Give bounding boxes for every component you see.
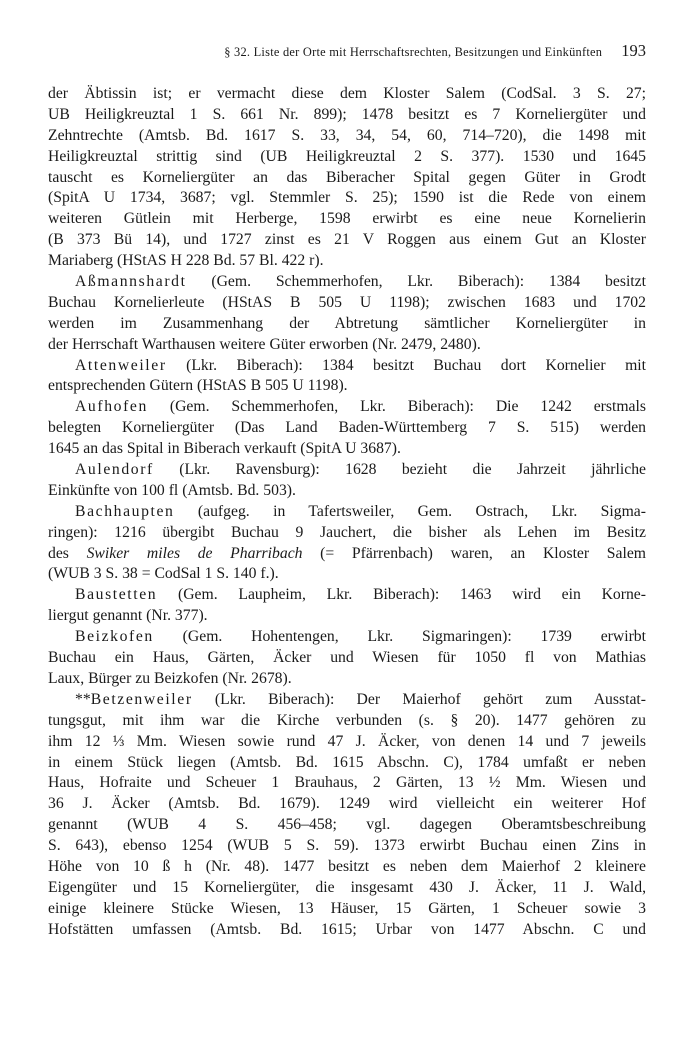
- text-line: [48, 523, 646, 544]
- text-line: [48, 669, 646, 690]
- text-run: Eigengüter und 15 Korneliergüter, die insgesamt 430 J. Äcker, 11 J. Wald,: [48, 878, 646, 896]
- text-line: [48, 168, 646, 189]
- text-run: Zehntrechte (Amtsb. Bd. 1617 S. 33, 34, 54, 60, 714–720), die 1498 mit: [48, 126, 646, 144]
- text-line: [48, 251, 646, 272]
- text-run: (Lkr. Ravensburg): 1628 bezieht die Jahrzeit jährliche: [153, 461, 646, 479]
- page-number: 193: [621, 41, 646, 60]
- text-run: (Lkr. Biberach): 1384 besitzt Buchau dort Kornelier mit: [166, 356, 646, 374]
- text-line: [48, 188, 646, 209]
- text-run: Buchau Kornelierleute (HStAS B 505 U 1198); zwischen 1683 und 1702: [48, 293, 646, 311]
- running-head: [50, 41, 646, 61]
- text-run: (Gem. Schemmerhofen, Lkr. Biberach): Die 1242 erstmals: [147, 398, 646, 416]
- text-run: (aufgeg. in Tafertsweiler, Gem. Ostrach, Lkr. Sigma-: [174, 502, 646, 520]
- text-run: einige kleinere Stücke Wiesen, 13 Häuser, 15 Gärten, 1 Scheuer sowie 3: [48, 899, 646, 917]
- text-run: S. 643), ebenso 1254 (WUB 5 S. 59). 1373 erwirbt Buchau einen Zins in: [48, 837, 646, 855]
- text-line: [48, 544, 646, 565]
- text-run: (WUB 3 S. 38 = CodSal 1 S. 140 f.).: [48, 565, 279, 583]
- text-line: [48, 230, 646, 251]
- text-run: Haus, Hofraite und Scheuer 1 Brauhaus, 2 Gärten, 13 ½ Mm. Wiesen und: [48, 774, 646, 792]
- text-line: [48, 502, 646, 523]
- running-head-title: § 32. Liste der Orte mit Herrschaftsrechten, Besitzungen und Einkünften: [224, 45, 603, 59]
- text-run: weiteren Gütlein mit Herberge, 1598 erwirbt es eine neue Kornelierin: [48, 210, 646, 228]
- text-run: UB Heiligkreuztal 1 S. 661 Nr. 899); 1478 besitzt es 7 Korneliergüter und: [48, 105, 646, 123]
- text-run: liergut genannt (Nr. 377).: [48, 607, 208, 625]
- text-run: Heiligkreuztal strittig sind (UB Heiligkreuztal 2 S. 377). 1530 und 1645: [48, 147, 646, 165]
- text-line: [48, 105, 646, 126]
- text-line: [48, 376, 646, 397]
- text-run: Hofstätten umfassen (Amtsb. Bd. 1615; Urbar von 1477 Abschn. C und: [48, 920, 646, 938]
- text-run: (Gem. Schemmerhofen, Lkr. Biberach): 1384 besitzt: [186, 273, 646, 291]
- text-run: des: [48, 544, 87, 562]
- text-line: [48, 836, 646, 857]
- text-line: [48, 272, 646, 293]
- text-run: in einem Stück liegen (Amtsb. Bd. 1615 Abschn. C), 1784 umfaßt er neben: [48, 753, 646, 771]
- body-text: [48, 84, 646, 941]
- text-run: (Gem. Hohentengen, Lkr. Sigmaringen): 1739 erwirbt: [153, 628, 646, 646]
- text-run: entsprechenden Gütern (HStAS B 505 U 1198).: [48, 377, 348, 395]
- text-run: der Äbtissin ist; er vermacht diese dem Kloster Salem (CodSal. 3 S. 27;: [48, 85, 646, 102]
- text-run: genannt (WUB 4 S. 456–458; vgl. dagegen Oberamtsbeschreibung: [48, 816, 646, 834]
- text-run: (Lkr. Biberach): Der Maierhof gehört zum Ausstat-: [192, 690, 646, 708]
- text-line: [48, 627, 646, 648]
- text-run: (Gem. Laupheim, Lkr. Biberach): 1463 wird ein Korne-: [157, 586, 646, 604]
- text-line: [48, 648, 646, 669]
- text-line: [48, 314, 646, 335]
- text-run: Mariaberg (HStAS H 228 Bd. 57 Bl. 422 r).: [48, 252, 324, 270]
- text-line: [48, 397, 646, 418]
- text-line: [48, 481, 646, 502]
- text-run: ihm 12 ⅓ Mm. Wiesen sowie rund 47 J. Äcker, von denen 14 und 7 jeweils: [48, 732, 646, 750]
- text-line: [48, 209, 646, 230]
- place-name: Aulendorf: [75, 461, 154, 479]
- text-line: [48, 564, 646, 585]
- text-line: [48, 899, 646, 920]
- text-line: [48, 335, 646, 356]
- place-name: Bachhaupten: [75, 502, 175, 520]
- text-line: [48, 711, 646, 732]
- text-run: werden im Zusammenhang der Abtretung sämtlicher Korneliergüter in: [48, 314, 646, 332]
- text-line: [48, 585, 646, 606]
- text-run: (= Pfärrenbach) waren, an Kloster Salem: [302, 544, 646, 562]
- place-name: Aßmannshardt: [75, 273, 187, 291]
- text-run: **: [75, 690, 91, 708]
- place-name: Attenweiler: [75, 356, 167, 374]
- text-run: belegten Korneliergüter (Das Land Baden-Württemberg 7 S. 515) werden: [48, 419, 646, 437]
- text-run: Laux, Bürger zu Beizkofen (Nr. 2678).: [48, 669, 292, 687]
- text-line: [48, 460, 646, 481]
- text-line: [48, 920, 646, 941]
- text-line: [48, 418, 646, 439]
- place-name: Betzenweiler: [90, 690, 193, 708]
- text-line: [48, 126, 646, 147]
- text-run: 36 J. Äcker (Amtsb. Bd. 1679). 1249 wird vielleicht ein weiterer Hof: [48, 795, 646, 813]
- text-line: [48, 606, 646, 627]
- text-run: Buchau ein Haus, Gärten, Äcker und Wiesen für 1050 fl von Mathias: [48, 649, 646, 667]
- place-name: Aufhofen: [75, 398, 148, 416]
- place-name: Baustetten: [75, 586, 158, 604]
- text-run: (B 373 Bü 14), und 1727 zinst es 21 V Roggen aus einem Gut an Kloster: [48, 231, 646, 249]
- text-run: tungsgut, mit ihm war die Kirche verbunden (s. § 20). 1477 gehören zu: [48, 711, 646, 729]
- text-run: 1645 an das Spital in Biberach verkauft (SpitA U 3687).: [48, 440, 401, 458]
- text-line: [48, 732, 646, 753]
- text-line: [48, 293, 646, 314]
- text-run: Einkünfte von 100 fl (Amtsb. Bd. 503).: [48, 481, 296, 499]
- text-line: [48, 815, 646, 836]
- text-line: [48, 690, 646, 711]
- text-line: [48, 773, 646, 794]
- text-run: ringen): 1216 übergibt Buchau 9 Jauchert, die bisher als Lehen im Besitz: [48, 523, 646, 541]
- text-line: [48, 794, 646, 815]
- place-name: Beizkofen: [75, 628, 154, 646]
- text-run: tauscht es Korneliergüter an das Biberacher Spital gegen Güter in Grodt: [48, 168, 646, 186]
- text-line: [48, 878, 646, 899]
- text-run: der Herrschaft Warthausen weitere Güter erworben (Nr. 2479, 2480).: [48, 335, 481, 353]
- text-line: [48, 857, 646, 878]
- text-run: (SpitA U 1734, 3687; vgl. Stemmler S. 25); 1590 ist die Rede von einem: [48, 189, 646, 207]
- text-line: [48, 356, 646, 377]
- text-line: [48, 147, 646, 168]
- text-line: [48, 753, 646, 774]
- italic-quote: Swiker miles de Pharribach: [86, 544, 303, 562]
- text-run: Höhe von 10 ß h (Nr. 48). 1477 besitzt es neben dem Maierhof 2 kleinere: [48, 857, 646, 875]
- text-line: [48, 439, 646, 460]
- text-line: [48, 84, 646, 105]
